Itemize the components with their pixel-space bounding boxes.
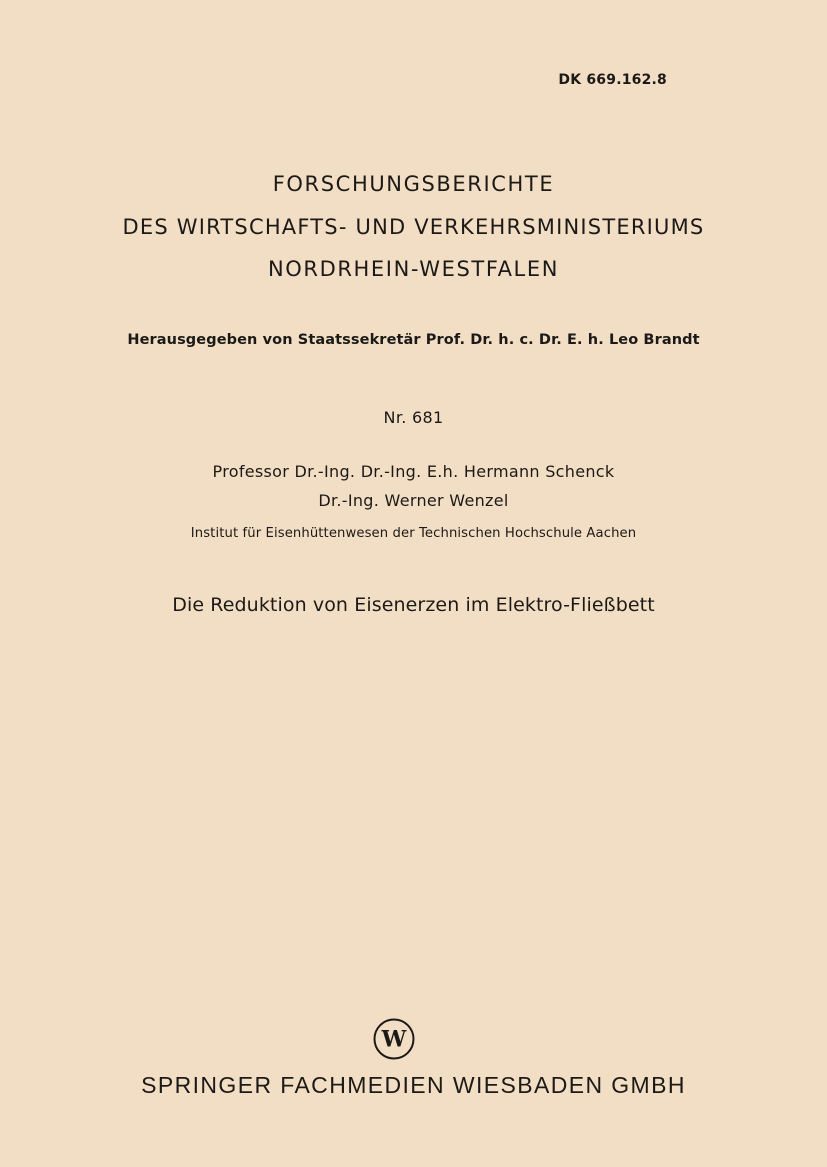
report-number: Nr. 681 [383, 408, 444, 427]
publisher-logo-letter: W [381, 1026, 407, 1053]
series-title-line-3: NORDRHEIN-WESTFALEN [267, 257, 560, 281]
classification-code: DK 669.162.8 [558, 72, 667, 88]
report-title: Die Reduktion von Eisenerzen im Elektro-Fließbett [172, 594, 655, 616]
editor-credit: Herausgegeben von Staatssekretär Prof. Dr. h. c. Dr. E. h. Leo Brandt [127, 332, 700, 348]
author-2: Dr.-Ing. Werner Wenzel [318, 491, 509, 510]
series-title-line-2: DES WIRTSCHAFTS- UND VERKEHRSMINISTERIUMS [122, 215, 705, 239]
author-1: Professor Dr.-Ing. Dr.-Ing. E.h. Hermann Schenck [212, 462, 615, 481]
publisher-logo-icon [372, 1017, 416, 1061]
institute: Institut für Eisenhüttenwesen der Technischen Hochschule Aachen [190, 526, 637, 541]
series-title-line-1: FORSCHUNGSBERICHTE [272, 172, 555, 196]
publisher-name: SPRINGER FACHMEDIEN WIESBADEN GMBH [141, 1072, 686, 1098]
